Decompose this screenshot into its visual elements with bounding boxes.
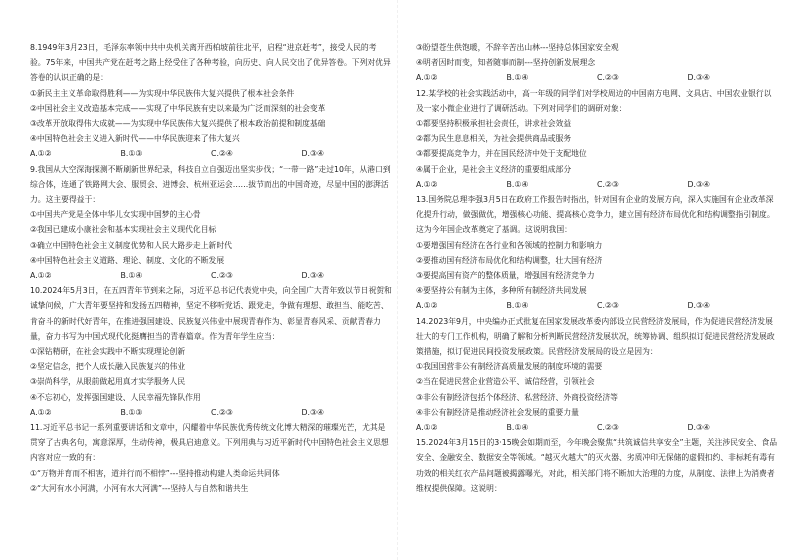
question-9-options [30, 268, 392, 283]
option-c: C.②③ [597, 73, 619, 83]
question-14-stem: 14.2023年9月，中央编办正式批复在国家发展改革委内部设立民营经济发展局，作为促进民营经济发展壮大的专门工作机构，明确了解和分析判断民营经济发展状况，统筹协调、组织拟订促进民营经济发展政策措施，拟订促进民间投资发展政策。民营经济发展局的设立是因为： [416, 316, 775, 357]
option-c: C.②③ [597, 179, 619, 189]
question-8 [30, 40, 392, 162]
question-11-item: ④明者因时而变，知者随事而制---坚持创新发展理念 [416, 58, 596, 68]
question-13-item: ③要提高国有资产的整体质量，增强国有经济竞争力 [416, 271, 595, 281]
option-b: B.①④ [506, 301, 529, 311]
option-b: B.①④ [506, 423, 529, 433]
option-d: D.③④ [687, 301, 710, 311]
option-b: B.①④ [506, 73, 529, 83]
question-12-item: ④属于企业，是社会主义经济的重要组成部分 [416, 164, 572, 174]
option-a: A.①② [416, 301, 438, 311]
question-11-stem: 11.习近平总书记一系列重要讲话和文章中，闪耀着中华民族优秀传统文化博大精深的璀璨光芒，尤其是贯穿了古典名句，寓意深厚，生动传神，极具启迪意义。下列用典与习近平新时代中国特色社会主义思想内容对应一致的有： [30, 423, 389, 463]
question-8-stem: 8.1949年3月23日，毛泽东率领中共中央机关离开西柏坡前往北平，启程“进京赶考”，接受人民的考验。75年来，中国共产党在赶考之路上经受住了各种考验，向历史、向人民交出了优异答卷。下列对优异答卷的认识正确的是： [30, 43, 391, 83]
question-10-item: ④不忘初心，发挥强国建设、人民幸福先锋队作用 [30, 392, 201, 402]
question-14-item: ①我国国营非公有制经济高质量发展的制度环境的需要 [416, 362, 603, 372]
question-12-stem: 12.某学校的社会实践活动中，高一年级的同学们对学校周边的中国南方电网、文具店、中国农业银行以及一家小微企业进行了调研活动。下列对同学们的调研对象： [416, 88, 772, 113]
option-c: C.②③ [211, 271, 233, 281]
question-8-item: ③改革开放取得伟大成就——为实现中华民族伟大复兴提供了根本政治前提和制度基础 [30, 119, 326, 129]
question-12-item: ③都要提高竞争力，并在国民经济中处于支配地位 [416, 149, 587, 159]
question-13-item: ②要推动国有经济布局优化和结构调整，壮大国有经济 [416, 255, 603, 265]
option-d: D.③④ [687, 73, 710, 83]
option-a: A.①② [30, 271, 52, 281]
option-d: D.③④ [301, 271, 324, 281]
option-a: A.①② [30, 149, 52, 159]
page-fold-line [397, 0, 398, 560]
question-11-item: ③盼望苍生供饱暖，不辞辛苦出山林---坚持总体国家安全观 [416, 43, 619, 52]
option-b: B.①④ [120, 271, 143, 281]
question-9-item: ④中国特色社会主义道路、理论、制度、文化的不断发展 [30, 255, 225, 265]
question-13-stem: 13.国务院总理李强3月5日在政府工作报告时指出，针对国有企业的发展方向，深入实施国有企业改革深化提升行动，做强做优，增强核心功能、提高核心竞争力，建立国有经济布局优化和结构调整指引制度。这为今年国企改革奠定了基调。这说明我国： [416, 195, 775, 235]
question-12-item: ②都为民生息息相关，为社会提供商品或服务 [416, 134, 572, 144]
option-d: D.③④ [301, 149, 324, 159]
option-d: D.③④ [301, 407, 324, 417]
question-10-item: ③崇尚科学，从眼前做起用真才实学服务人民 [30, 377, 186, 387]
question-9-stem: 9.我国从大空深海探测不断刷新世界纪录，科技自立自强迈出坚实步伐；“一带一路”走过10年，从港口到综合体，连通了铁路网大会、服贸会、进博会、杭州亚运会……拔节而出的中国奇迹，尽显中国的澎湃活力。这主要得益于： [30, 164, 391, 205]
option-c: C.②④ [211, 149, 233, 159]
option-c: C.②③ [211, 407, 233, 417]
question-8-item: ①新民主主义革命取得胜利——为实现中华民族伟大复兴提供了根本社会条件 [30, 88, 295, 98]
option-b: B.①③ [120, 407, 143, 417]
question-11-item: ①“万物并育而不相害，道并行而不相悖”---坚持推动构建人类命运共同体 [30, 468, 280, 478]
question-11-continued [416, 40, 778, 86]
question-11 [30, 420, 392, 496]
question-12 [416, 86, 778, 192]
option-b: B.①③ [120, 149, 143, 159]
question-13-item: ①要增强国有经济在各行业和各领域的控制力和影响力 [416, 240, 603, 250]
question-9-item: ③确立中国特色社会主义制度优势和人民大路步走上新时代 [30, 240, 232, 250]
question-10-options [30, 405, 392, 420]
question-11-item: ②“大河有水小河满，小河有水大河满”---坚持人与自然和谐共生 [30, 483, 249, 493]
question-11-options [416, 70, 778, 85]
question-12-item: ①都要坚持积极承担社会责任，讲求社会效益 [416, 119, 572, 129]
option-a: A.①② [416, 179, 438, 189]
question-9-item: ②我国已建成小康社会和基本实现社会主义现代化目标 [30, 225, 217, 235]
question-9-item: ①中国共产党是全体中华儿女实现中国梦的主心骨 [30, 210, 201, 220]
option-d: D.③④ [687, 179, 710, 189]
question-10-stem: 10.2024年5月3日，在五四青年节到来之际，习近平总书记代表党中央，向全国广大青年致以节日祝贺和诚挚问候，广大青年要坚持和发扬五四精神，坚定不移听党话、跟党走，争做有理想、敢担当、能吃苦、肯奋斗的新时代好青年，在推进强国建设、民族复兴伟业中展现青春作为、彰显青春风采、贡献青春力量，奋力书写为中国式现代化挺膺担当的青春篇章。作为青年学生应当： [30, 286, 392, 341]
question-8-item: ④中国特色社会主义进入新时代——中华民族迎来了伟大复兴 [30, 134, 240, 144]
option-c: C.②③ [597, 301, 619, 311]
question-10 [30, 283, 392, 420]
left-column [30, 40, 392, 496]
question-14-options [416, 420, 778, 435]
question-14-item: ②当在促进民营企业营造公平、诚信经营，引领社会 [416, 377, 595, 387]
question-9 [30, 162, 392, 284]
question-10-item: ②坚定信念，把个人成长融入民族复兴的伟业 [30, 362, 186, 372]
question-10-item: ①深钻精研，在社会实践中不断实现理论创新 [30, 347, 186, 357]
question-12-options [416, 177, 778, 192]
option-a: A.①② [416, 73, 438, 83]
option-a: A.①② [30, 407, 52, 417]
question-13-options [416, 298, 778, 313]
question-8-item: ②中国社会主义改造基本完成——实现了中华民族有史以来最为广泛而深刻的社会变革 [30, 103, 326, 113]
option-b: B.①④ [506, 179, 529, 189]
right-column [416, 40, 778, 496]
question-15 [416, 435, 778, 496]
question-13 [416, 192, 778, 314]
question-8-options [30, 146, 392, 161]
question-14-item: ④非公有制经济是推动经济社会发展的重要力量 [416, 407, 579, 417]
option-a: A.①② [416, 423, 438, 433]
question-14-item: ③非公有制经济包括个体经济、私营经济、外商投资经济等 [416, 392, 618, 402]
question-15-stem: 15.2024年3月15日的3·15晚会如期而至，今年晚会聚焦“共筑诚信共享安全”主题，关注涉民安全、食品安全、金融安全、数据安全等领域。“越灭火越大”的灭火器、劣质冲印无保储的虚假扣约、非标耗有毒有功效的相关红衣产品问题被揭露曝光，对此，相关部门将不断加大治理的力度，从制度、法律上为消费者维权提供保障。这说明： [416, 438, 778, 493]
option-c: C.②③ [597, 423, 619, 433]
option-d: D.③④ [687, 423, 710, 433]
question-13-item: ④要坚持公有制为主体，多种所有制经济共同发展 [416, 286, 587, 296]
question-14 [416, 314, 778, 436]
